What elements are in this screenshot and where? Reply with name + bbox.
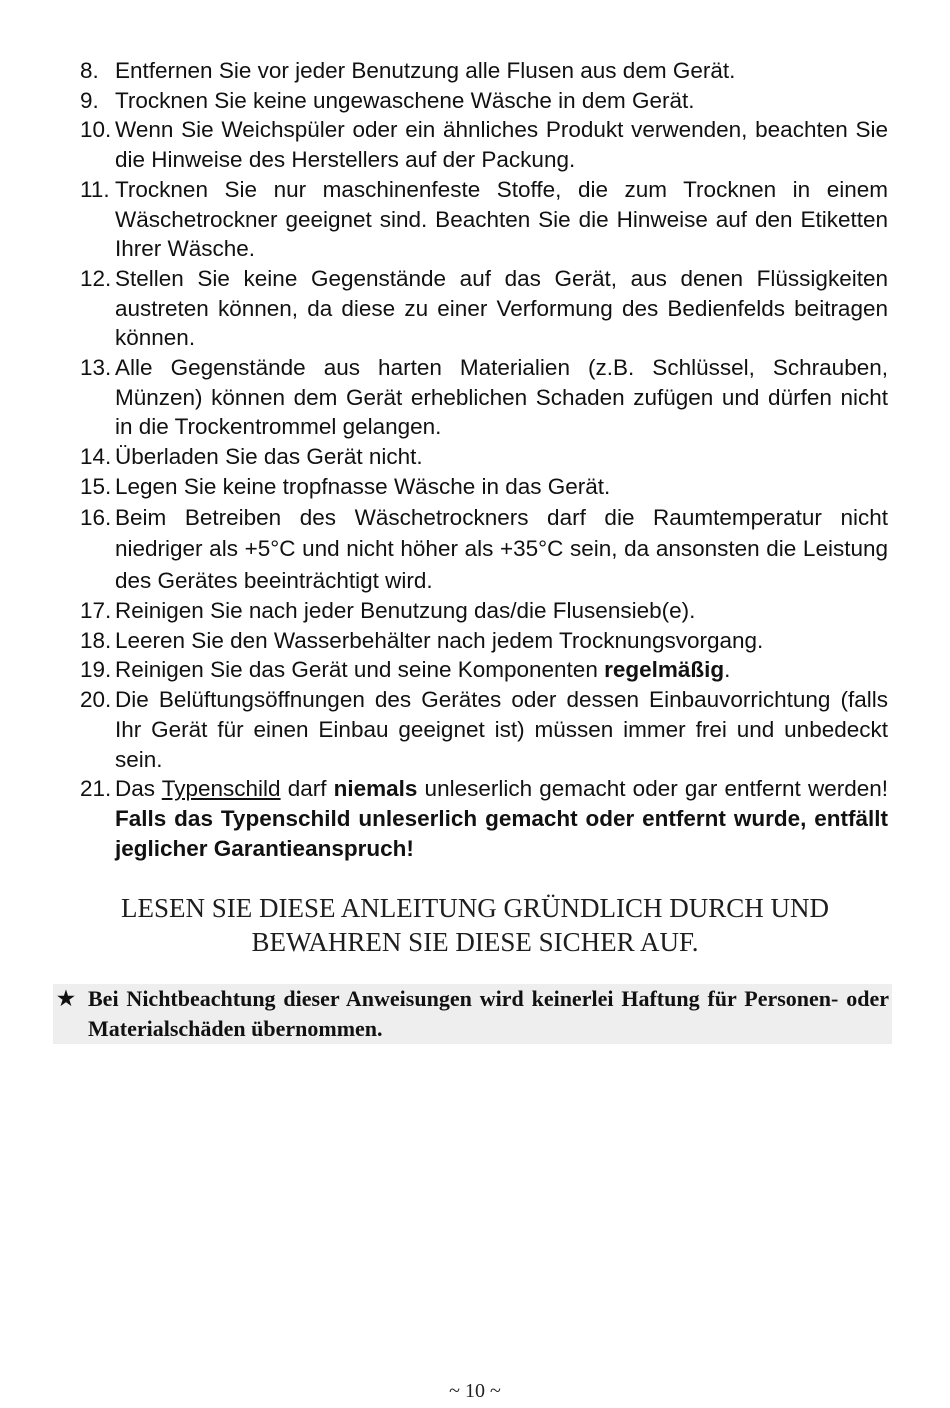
instruction-text: Leeren Sie den Wasserbehälter nach jedem Trocknungsvorgang.	[115, 627, 764, 653]
instruction-number: 11.	[80, 176, 110, 202]
instruction-text: Wenn Sie Weichspüler oder ein ähnliches Produkt verwenden, beachten Sie die Hinweise des Herstellers auf der Packung.	[115, 117, 888, 173]
instruction-number: 20.	[80, 687, 112, 713]
instruction-text: Überladen Sie das Gerät nicht.	[115, 444, 423, 470]
instruction-number: 13.	[80, 355, 112, 381]
instruction-item	[80, 626, 888, 656]
instruction-item	[80, 56, 888, 86]
instruction-item	[80, 472, 888, 502]
instruction-number: 17.	[80, 598, 112, 624]
warranty-warning: Falls das Typenschild unleserlich gemacht oder entfernt wurde, entfällt jeglicher Garantieanspruch!	[115, 805, 888, 861]
page-number: ~ 10 ~	[449, 1380, 501, 1402]
instruction-number: 14.	[80, 444, 112, 470]
instruction-text: Legen Sie keine tropfnasse Wäsche in das Gerät.	[115, 473, 611, 499]
instruction-item	[80, 264, 888, 353]
safety-instructions-list	[80, 56, 888, 863]
liability-warning-text: Bei Nichtbeachtung dieser Anweisungen wird keinerlei Haftung für Personen- oder Materialschäden übernommen.	[88, 986, 889, 1041]
instruction-text: Trocknen Sie nur maschinenfeste Stoffe, die zum Trocknen in einem Wäschetrockner geeignet sind. Beachten Sie die Hinweise auf den Etiketten Ihrer Wäsche.	[115, 176, 888, 262]
instruction-item	[80, 86, 888, 116]
star-icon: ★	[57, 988, 75, 1010]
instruction-item	[80, 774, 888, 863]
notice-line: BEWAHREN SIE DIESE SICHER AUF.	[251, 927, 699, 957]
instruction-text: darf	[280, 776, 334, 802]
instruction-number: 16.	[80, 504, 112, 530]
instruction-text: Stellen Sie keine Gegenstände auf das Gerät, aus denen Flüssigkeiten austreten können, da diese zu einer Verformung des Bedienfelds beitragen können.	[115, 265, 888, 351]
instruction-number: 15.	[80, 473, 112, 499]
instruction-text: Das	[115, 776, 162, 802]
notice-line: LESEN SIE DIESE ANLEITUNG GRÜNDLICH DURCH UND	[121, 893, 829, 923]
instruction-text: Reinigen Sie das Gerät und seine Komponenten	[115, 657, 605, 683]
type-plate-term: Typenschild	[161, 776, 281, 802]
instruction-emphasis: regelmäßig	[604, 657, 725, 683]
read-instructions-notice	[50, 891, 900, 959]
instruction-text: Alle Gegenstände aus harten Materialien (z.B. Schlüssel, Schrauben, Münzen) können dem Gerät erheblichen Schaden zufügen und dürfen nicht in die Trockentrommel gelangen.	[115, 355, 888, 440]
instruction-text: unleserlich gemacht oder gar entfernt werden!	[417, 776, 888, 802]
instruction-item	[80, 175, 888, 264]
instruction-number: 10.	[80, 117, 112, 143]
instruction-text: Entfernen Sie vor jeder Benutzung alle Flusen aus dem Gerät.	[115, 58, 736, 83]
instruction-number: 19.	[80, 657, 112, 683]
instruction-text: Die Belüftungsöffnungen des Gerätes oder dessen Einbauvorrichtung (falls Ihr Gerät für einen Einbau geeignet ist) müssen immer frei und unbedeckt sein.	[115, 687, 888, 772]
instruction-text: Beim Betreiben des Wäschetrockners darf die Raumtemperatur nicht niedriger als +5°C und nicht höher als +35°C sein, da ansonsten die Leistung des Gerätes beeinträchtigt wird.	[115, 504, 888, 593]
instruction-item	[80, 442, 888, 472]
instruction-emphasis: niemals	[333, 776, 418, 802]
instruction-number: 18.	[80, 627, 112, 653]
instruction-item	[80, 115, 888, 174]
instruction-item	[80, 655, 888, 685]
instruction-item	[80, 502, 888, 597]
instruction-text: .	[724, 657, 731, 683]
instruction-text: Reinigen Sie nach jeder Benutzung das/die Flusensieb(e).	[115, 598, 696, 624]
instruction-item	[80, 596, 888, 626]
instruction-number: 9.	[80, 87, 99, 113]
instruction-item	[80, 353, 888, 442]
instruction-number: 12.	[80, 265, 112, 291]
liability-warning-box	[53, 984, 892, 1044]
instruction-number: 8.	[80, 58, 99, 83]
instruction-number: 21.	[80, 776, 112, 802]
instruction-item	[80, 685, 888, 774]
instruction-text: Trocknen Sie keine ungewaschene Wäsche in dem Gerät.	[115, 87, 695, 113]
